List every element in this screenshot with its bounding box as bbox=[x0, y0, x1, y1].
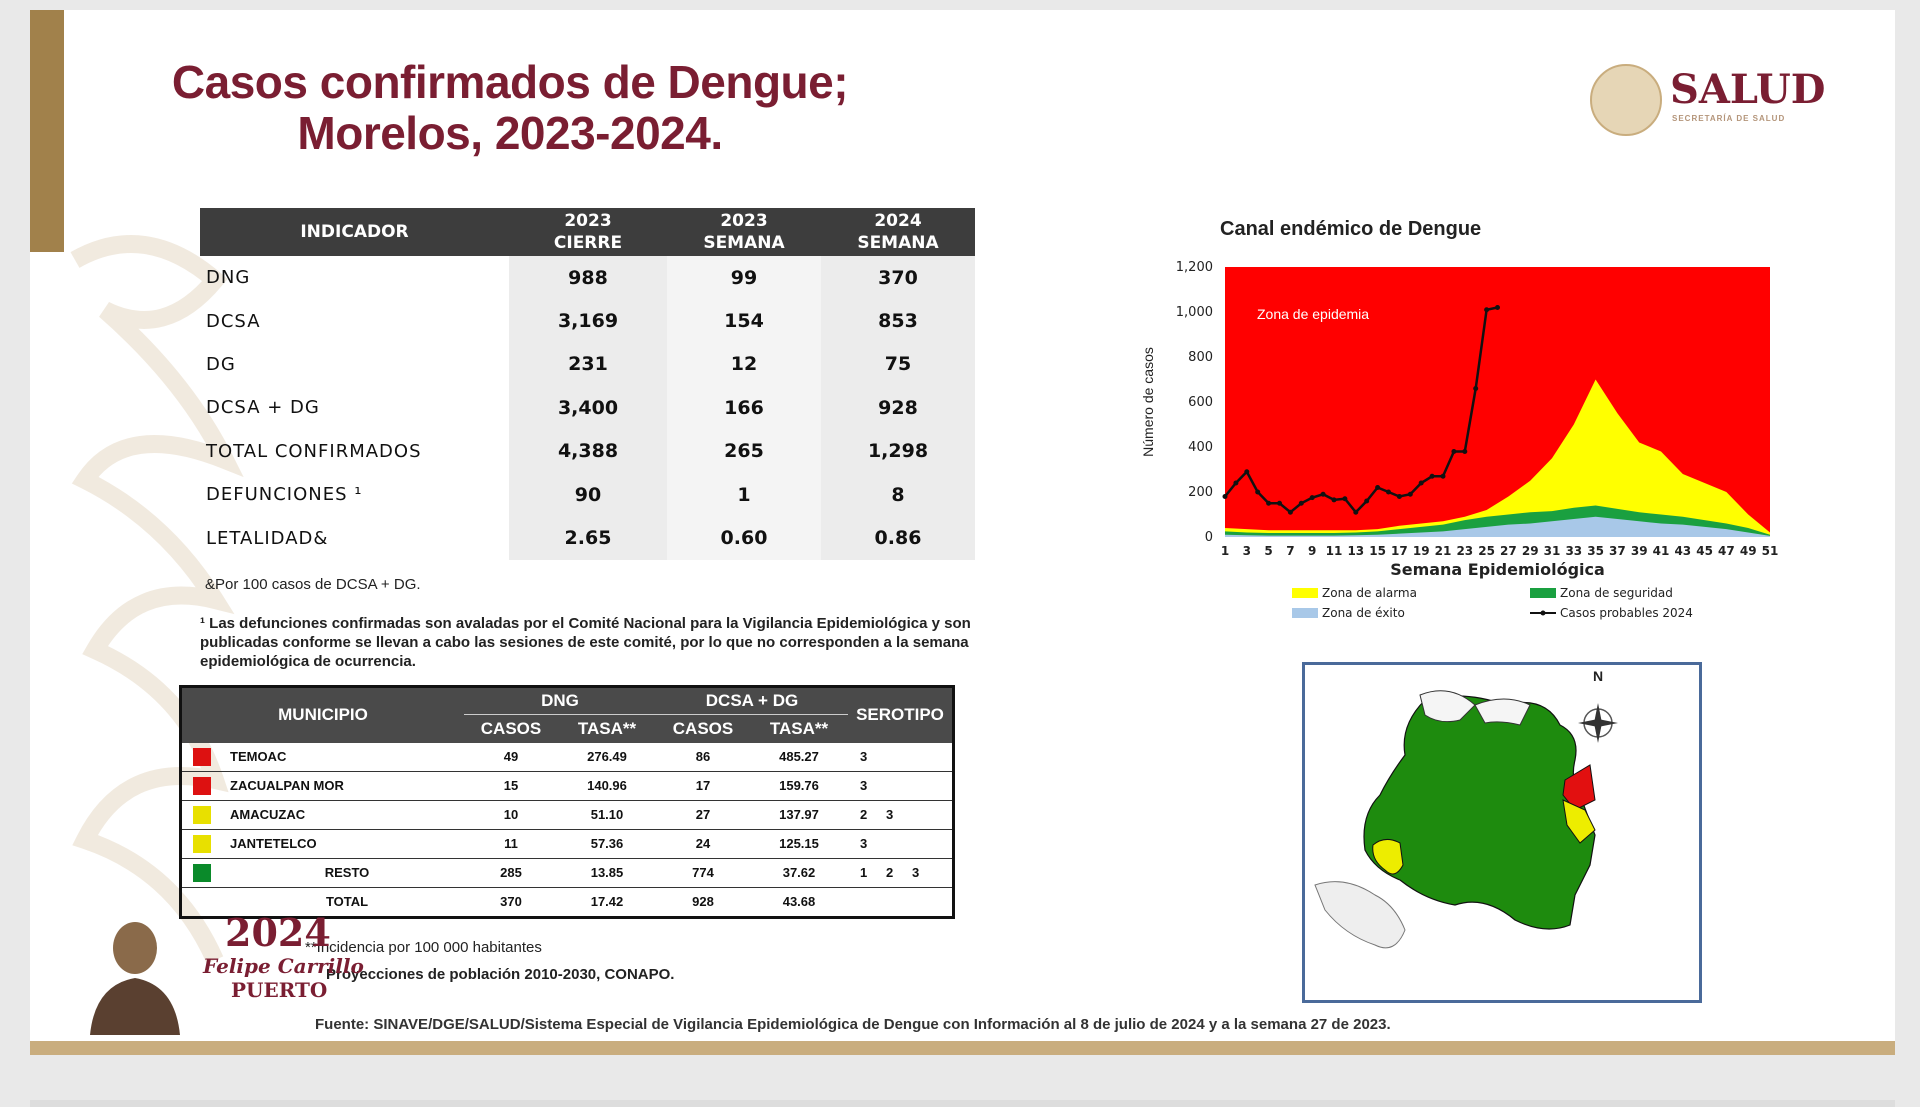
line-point bbox=[1299, 501, 1304, 506]
dng-tasa: 276.49 bbox=[558, 743, 656, 772]
indicator-row bbox=[200, 299, 975, 342]
x-tick-label: 13 bbox=[1347, 544, 1365, 558]
ref-proyecciones: Proyecciones de población 2010-2030, CONAPO. bbox=[326, 966, 675, 983]
color-swatch-cell bbox=[181, 743, 223, 772]
y-tick-label: 600 bbox=[1188, 395, 1213, 410]
line-point bbox=[1233, 481, 1238, 486]
header-year: 2024 bbox=[874, 211, 922, 231]
municipio-name: RESTO bbox=[222, 858, 464, 887]
dcsa-dg-header: DCSA + DG bbox=[656, 687, 848, 715]
x-tick-label: 23 bbox=[1456, 544, 1474, 558]
line-point bbox=[1419, 481, 1424, 486]
status-color-square bbox=[193, 777, 211, 795]
x-tick-label: 25 bbox=[1478, 544, 1495, 558]
dcsa-casos: 24 bbox=[656, 829, 750, 858]
legend-swatch-marker bbox=[1541, 611, 1546, 616]
value-2023-semana: 0.60 bbox=[667, 516, 821, 559]
indicator-label: LETALIDAD& bbox=[206, 527, 329, 549]
next-slide-edge bbox=[30, 1100, 1895, 1107]
indicator-label: DEFUNCIONES ¹ bbox=[206, 484, 363, 506]
serotipo-value: 3 bbox=[860, 778, 868, 793]
status-color-square bbox=[193, 835, 211, 853]
title-line-2: Morelos, 2023-2024. bbox=[297, 107, 723, 159]
salud-logo bbox=[1590, 60, 1850, 140]
x-axis-label: Semana Epidemiológica bbox=[1390, 560, 1605, 579]
line-point bbox=[1430, 474, 1435, 479]
indicator-row bbox=[200, 516, 975, 559]
map-graphic bbox=[1305, 665, 1699, 1000]
header-year: 2023 bbox=[720, 211, 768, 231]
state-green-area bbox=[1364, 696, 1595, 929]
serotipo-cell bbox=[848, 887, 954, 917]
serotipo-value: 3 bbox=[912, 865, 920, 880]
x-tick-label: 45 bbox=[1696, 544, 1713, 558]
dcsa-tasa: 159.76 bbox=[750, 771, 848, 800]
value-2023-cierre: 3,400 bbox=[509, 386, 667, 429]
value-2023-semana: 154 bbox=[667, 299, 821, 342]
value-2024-semana: 1,298 bbox=[821, 430, 975, 473]
line-point bbox=[1266, 501, 1271, 506]
dcsa-casos: 928 bbox=[692, 894, 714, 909]
line-point bbox=[1484, 307, 1489, 312]
x-tick-label: 39 bbox=[1630, 544, 1648, 558]
x-tick-label: 5 bbox=[1264, 544, 1273, 558]
x-tick-label: 49 bbox=[1739, 544, 1757, 558]
municipio-header: MUNICIPIO bbox=[181, 687, 465, 743]
ref-incidencia: **Incidencia por 100 000 habitantes bbox=[305, 939, 542, 956]
line-point bbox=[1321, 492, 1326, 497]
x-tick-label: 7 bbox=[1286, 544, 1295, 558]
dcsa-casos: 774 bbox=[656, 858, 750, 887]
value-2023-cierre: 90 bbox=[509, 473, 667, 516]
line-point bbox=[1462, 449, 1467, 454]
dcsa-tasa: 37.62 bbox=[750, 858, 848, 887]
serotipo-value: 3 bbox=[886, 807, 894, 822]
dng-tasa-header: TASA** bbox=[558, 715, 656, 743]
legend-label: Zona de éxito bbox=[1322, 606, 1405, 620]
municipio-row bbox=[181, 771, 954, 800]
x-tick-label: 31 bbox=[1543, 544, 1561, 558]
x-tick-label: 29 bbox=[1521, 544, 1539, 558]
value-2024-semana: 8 bbox=[821, 473, 975, 516]
x-tick-label: 21 bbox=[1434, 544, 1452, 558]
x-tick-label: 11 bbox=[1325, 544, 1343, 558]
morelos-map bbox=[1302, 662, 1702, 1003]
legend-label: Zona de seguridad bbox=[1560, 586, 1673, 600]
indicator-row bbox=[200, 430, 975, 473]
serotipo-cell bbox=[848, 858, 954, 887]
dng-casos: 49 bbox=[464, 743, 558, 772]
dng-tasa: 13.85 bbox=[558, 858, 656, 887]
north-label: N bbox=[1593, 668, 1604, 684]
value-2023-semana: 166 bbox=[667, 386, 821, 429]
dng-tasa: 17.42 bbox=[590, 894, 624, 909]
municipio-row bbox=[181, 743, 954, 772]
slide bbox=[30, 10, 1895, 1050]
y-tick-label: 1,000 bbox=[1175, 305, 1213, 320]
value-2023-semana: 99 bbox=[667, 256, 821, 299]
chart-title: Canal endémico de Dengue bbox=[1220, 218, 1482, 240]
dng-casos-header: CASOS bbox=[464, 715, 558, 743]
y-axis-label: Número de casos bbox=[1140, 347, 1156, 457]
serotipo-value: 1 bbox=[860, 865, 868, 880]
accent-bar bbox=[30, 10, 64, 252]
commemorative-name-2: PUERTO bbox=[231, 978, 328, 1002]
indicator-row bbox=[200, 343, 975, 386]
municipio-row bbox=[181, 829, 954, 858]
line-point bbox=[1255, 490, 1260, 495]
y-tick-label: 400 bbox=[1188, 440, 1213, 455]
municipio-name: TEMOAC bbox=[222, 743, 464, 772]
municipio-name: ZACUALPAN MOR bbox=[222, 771, 464, 800]
indicator-row bbox=[200, 386, 975, 429]
value-2023-semana: 1 bbox=[667, 473, 821, 516]
serotipo-value: 3 bbox=[860, 749, 868, 764]
line-point bbox=[1277, 501, 1282, 506]
status-color-square bbox=[193, 864, 211, 882]
legend-label: Casos probables 2024 bbox=[1560, 606, 1693, 620]
serotipo-cell bbox=[848, 771, 954, 800]
header-sub: CIERRE bbox=[553, 233, 623, 253]
value-2024-semana: 928 bbox=[821, 386, 975, 429]
value-2024-semana: 75 bbox=[821, 343, 975, 386]
value-2023-semana: 265 bbox=[667, 430, 821, 473]
x-tick-label: 43 bbox=[1674, 544, 1692, 558]
indicator-label: DG bbox=[206, 353, 236, 375]
header-sub: SEMANA bbox=[857, 233, 939, 253]
x-tick-label: 47 bbox=[1718, 544, 1735, 558]
x-tick-label: 41 bbox=[1652, 544, 1670, 558]
municipio-name: AMACUZAC bbox=[222, 800, 464, 829]
line-point bbox=[1375, 485, 1380, 490]
legend-label: Zona de alarma bbox=[1322, 586, 1417, 600]
commemorative-name: Felipe Carrillo bbox=[203, 954, 364, 978]
logo-subtext: SECRETARÍA DE SALUD bbox=[1672, 114, 1786, 123]
line-point bbox=[1495, 305, 1500, 310]
commemorative-logo bbox=[85, 910, 364, 1040]
line-point bbox=[1451, 449, 1456, 454]
dng-tasa: 57.36 bbox=[558, 829, 656, 858]
header-year: 2023 bbox=[564, 211, 612, 231]
value-2023-cierre: 231 bbox=[509, 343, 667, 386]
bottom-bar bbox=[30, 1041, 1895, 1055]
indicator-label: TOTAL CONFIRMADOS bbox=[206, 440, 422, 462]
dcsa-casos: 86 bbox=[656, 743, 750, 772]
color-swatch-cell bbox=[181, 858, 223, 887]
indicator-label: DCSA bbox=[206, 310, 261, 332]
portrait-icon bbox=[85, 910, 185, 1035]
x-tick-label: 3 bbox=[1242, 544, 1251, 558]
x-tick-label: 19 bbox=[1412, 544, 1430, 558]
coat-of-arms-icon bbox=[1590, 64, 1662, 136]
note-defunciones: ¹ Las defunciones confirmadas son avaladas por el Comité Nacional para la Vigilancia Epidemiológica y son publicadas conforme se llevan a cabo las sesiones de este comité, por lo que no corresponden a la semana epidemiológica de ocurrencia. bbox=[200, 615, 971, 670]
value-2023-cierre: 4,388 bbox=[509, 430, 667, 473]
line-point bbox=[1244, 469, 1249, 474]
line-point bbox=[1386, 490, 1391, 495]
x-tick-label: 35 bbox=[1587, 544, 1604, 558]
compass-icon bbox=[1578, 703, 1618, 743]
x-tick-label: 37 bbox=[1609, 544, 1626, 558]
color-swatch-cell bbox=[181, 800, 223, 829]
value-2024-semana: 0.86 bbox=[821, 516, 975, 559]
endemic-channel-chart bbox=[1120, 210, 1779, 630]
dcsa-tasa: 43.68 bbox=[782, 894, 816, 909]
serotipo-header: SEROTIPO bbox=[848, 687, 954, 743]
x-tick-label: 17 bbox=[1391, 544, 1408, 558]
commemorative-year: 2024 bbox=[225, 910, 331, 955]
page-title bbox=[130, 57, 890, 159]
line-point bbox=[1441, 474, 1446, 479]
header-2024-semana bbox=[821, 208, 975, 256]
dcsa-tasa: 485.27 bbox=[750, 743, 848, 772]
y-tick-label: 200 bbox=[1188, 485, 1213, 500]
indicator-table bbox=[200, 208, 975, 560]
serotipo-cell bbox=[848, 743, 954, 772]
mexico-inset-map bbox=[1315, 882, 1405, 948]
dng-casos: 10 bbox=[464, 800, 558, 829]
line-point bbox=[1223, 494, 1228, 499]
serotipo-cell bbox=[848, 800, 954, 829]
x-tick-label: 1 bbox=[1220, 544, 1230, 558]
dng-tasa: 51.10 bbox=[558, 800, 656, 829]
value-2023-cierre: 2.65 bbox=[509, 516, 667, 559]
x-tick-label: 27 bbox=[1500, 544, 1517, 558]
dng-tasa: 140.96 bbox=[558, 771, 656, 800]
dng-header: DNG bbox=[464, 687, 656, 715]
x-tick-label: 15 bbox=[1369, 544, 1386, 558]
dng-casos: 370 bbox=[500, 894, 522, 909]
value-2024-semana: 370 bbox=[821, 256, 975, 299]
line-point bbox=[1397, 494, 1402, 499]
serotipo-value: 2 bbox=[860, 807, 868, 822]
municipio-row bbox=[181, 858, 954, 887]
y-tick-label: 1,200 bbox=[1175, 260, 1213, 275]
dcsa-casos-header: CASOS bbox=[656, 715, 750, 743]
legend-swatch bbox=[1530, 588, 1556, 598]
dng-casos: 11 bbox=[464, 829, 558, 858]
serotipo-value: 2 bbox=[886, 865, 894, 880]
dcsa-casos: 27 bbox=[656, 800, 750, 829]
legend-swatch bbox=[1292, 608, 1318, 618]
value-2023-cierre: 988 bbox=[509, 256, 667, 299]
x-tick-label: 33 bbox=[1565, 544, 1583, 558]
header-2023-cierre bbox=[509, 208, 667, 256]
dcsa-casos: 17 bbox=[656, 771, 750, 800]
line-point bbox=[1310, 495, 1315, 500]
x-tick-label: 51 bbox=[1761, 544, 1779, 558]
note-per-100: &Por 100 casos de DCSA + DG. bbox=[205, 576, 421, 593]
logo-text: SALUD bbox=[1670, 66, 1826, 113]
serotipo-value: 3 bbox=[860, 836, 868, 851]
indicator-label: DCSA + DG bbox=[206, 397, 320, 419]
line-point bbox=[1353, 510, 1358, 515]
legend-swatch bbox=[1292, 588, 1318, 598]
dcsa-tasa-header: TASA** bbox=[750, 715, 848, 743]
x-tick-label: 9 bbox=[1308, 544, 1317, 558]
amacuzac-yellow-area bbox=[1373, 839, 1403, 874]
y-tick-label: 800 bbox=[1188, 350, 1213, 365]
title-line-1: Casos confirmados de Dengue; bbox=[171, 56, 849, 108]
dcsa-tasa: 137.97 bbox=[750, 800, 848, 829]
line-point bbox=[1342, 496, 1347, 501]
line-point bbox=[1332, 497, 1337, 502]
municipio-name: JANTETELCO bbox=[222, 829, 464, 858]
municipio-table bbox=[179, 685, 955, 919]
chart-annotation: Zona de epidemia bbox=[1257, 306, 1370, 322]
dng-casos: 285 bbox=[464, 858, 558, 887]
indicator-header: INDICADOR bbox=[200, 208, 509, 256]
header-sub: SEMANA bbox=[703, 233, 785, 253]
serotipo-cell bbox=[848, 829, 954, 858]
status-color-square bbox=[193, 806, 211, 824]
value-2023-cierre: 3,169 bbox=[509, 299, 667, 342]
source-note: Fuente: SINAVE/DGE/SALUD/Sistema Especial de Vigilancia Epidemiológica de Dengue con Información al 8 de julio de 2024 y a la semana 27 de 2023. bbox=[315, 1016, 1391, 1033]
indicator-row bbox=[200, 473, 975, 516]
value-2024-semana: 853 bbox=[821, 299, 975, 342]
indicator-row bbox=[200, 256, 975, 299]
line-point bbox=[1408, 492, 1413, 497]
color-swatch-cell bbox=[181, 771, 223, 800]
line-point bbox=[1364, 499, 1369, 504]
dcsa-tasa: 125.15 bbox=[750, 829, 848, 858]
indicator-label: DNG bbox=[206, 267, 251, 289]
value-2023-semana: 12 bbox=[667, 343, 821, 386]
status-color-square bbox=[193, 748, 211, 766]
y-tick-label: 0 bbox=[1204, 530, 1213, 545]
color-swatch-cell bbox=[181, 829, 223, 858]
line-point bbox=[1473, 386, 1478, 391]
municipio-row bbox=[181, 800, 954, 829]
dng-casos: 15 bbox=[464, 771, 558, 800]
municipio-name: TOTAL bbox=[325, 894, 369, 909]
line-point bbox=[1288, 510, 1293, 515]
header-2023-semana bbox=[667, 208, 821, 256]
